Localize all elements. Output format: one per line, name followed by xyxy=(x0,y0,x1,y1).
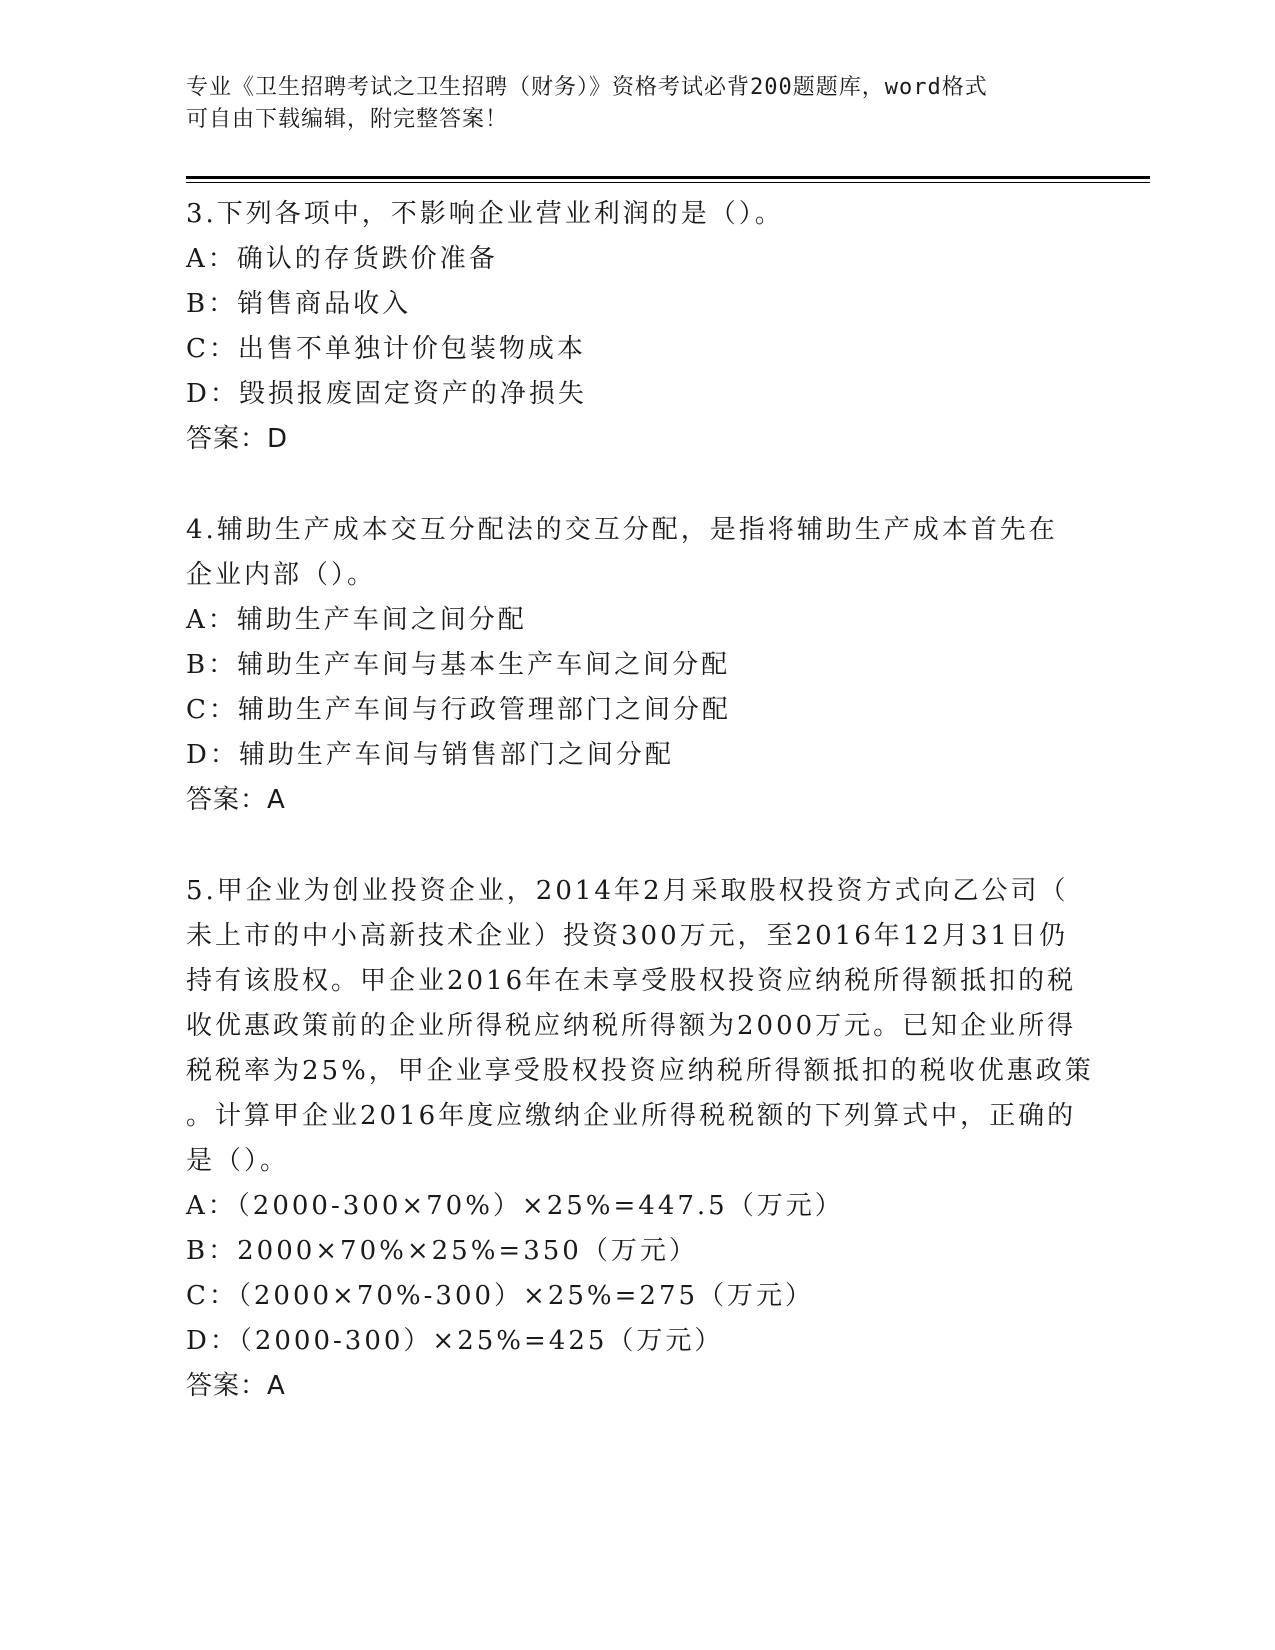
answer: 答案：D xyxy=(186,424,289,454)
question-text-line: 5.甲企业为创业投资企业，2014年2月采取股权投资方式向乙公司（ xyxy=(186,876,1069,906)
option-c: C：辅助生产车间与行政管理部门之间分配 xyxy=(186,695,731,725)
question-text-line: 税税率为25%，甲企业享受股权投资应纳税所得额抵扣的税收优惠政策 xyxy=(186,1056,1094,1086)
question-4 xyxy=(186,508,1086,823)
option-b: B：辅助生产车间与基本生产车间之间分配 xyxy=(186,650,731,680)
option-c: C：（2000×70%-300）×25%=275（万元） xyxy=(186,1281,815,1311)
header-line-1: 专业《卫生招聘考试之卫生招聘（财务）》资格考试必背200题题库，word格式 xyxy=(186,75,988,100)
question-text-line: 未上市的中小高新技术企业）投资300万元，至2016年12月31日仍 xyxy=(186,921,1068,951)
spacer xyxy=(186,462,1086,508)
question-text xyxy=(186,869,1094,1184)
question-text-line: 持有该股权。甲企业2016年在未享受股权投资应纳税所得额抵扣的税 xyxy=(186,966,1077,996)
header-line-2: 可自由下载编辑，附完整答案！ xyxy=(186,107,509,132)
header-divider-thick xyxy=(186,176,1150,179)
document-header xyxy=(186,72,1056,136)
option-d: D：（2000-300）×25%=425（万元） xyxy=(186,1326,724,1356)
option-c: C：出售不单独计价包装物成本 xyxy=(186,334,586,364)
option-a: A：（2000-300×70%）×25%=447.5（万元） xyxy=(186,1191,844,1221)
header-divider-thin xyxy=(186,182,1150,183)
question-list xyxy=(186,192,1094,1409)
question-3 xyxy=(186,192,1086,462)
question-text-line: 企业内部（）。 xyxy=(186,560,377,590)
question-5 xyxy=(186,869,1094,1409)
question-text-line: 4.辅助生产成本交互分配法的交互分配，是指将辅助生产成本首先在 xyxy=(186,515,1058,545)
question-text: 3.下列各项中，不影响企业营业利润的是（）。 xyxy=(186,199,784,229)
question-text-line: 收优惠政策前的企业所得税应纳税所得额为2000万元。已知企业所得 xyxy=(186,1011,1077,1041)
answer: 答案：A xyxy=(186,1371,286,1401)
option-d: D：毁损报废固定资产的净损失 xyxy=(186,379,587,409)
spacer xyxy=(186,823,1086,869)
option-a: A：确认的存货跌价准备 xyxy=(186,244,498,274)
answer: 答案：A xyxy=(186,785,286,815)
option-a: A：辅助生产车间之间分配 xyxy=(186,605,527,635)
option-d: D：辅助生产车间与销售部门之间分配 xyxy=(186,740,674,770)
question-text-line: 。计算甲企业2016年度应缴纳企业所得税税额的下列算式中，正确的 xyxy=(186,1101,1077,1131)
question-text xyxy=(186,508,1086,598)
option-b: B：销售商品收入 xyxy=(186,289,412,319)
question-text-line: 是（）。 xyxy=(186,1146,290,1176)
option-b: B：2000×70%×25%=350（万元） xyxy=(186,1236,698,1266)
